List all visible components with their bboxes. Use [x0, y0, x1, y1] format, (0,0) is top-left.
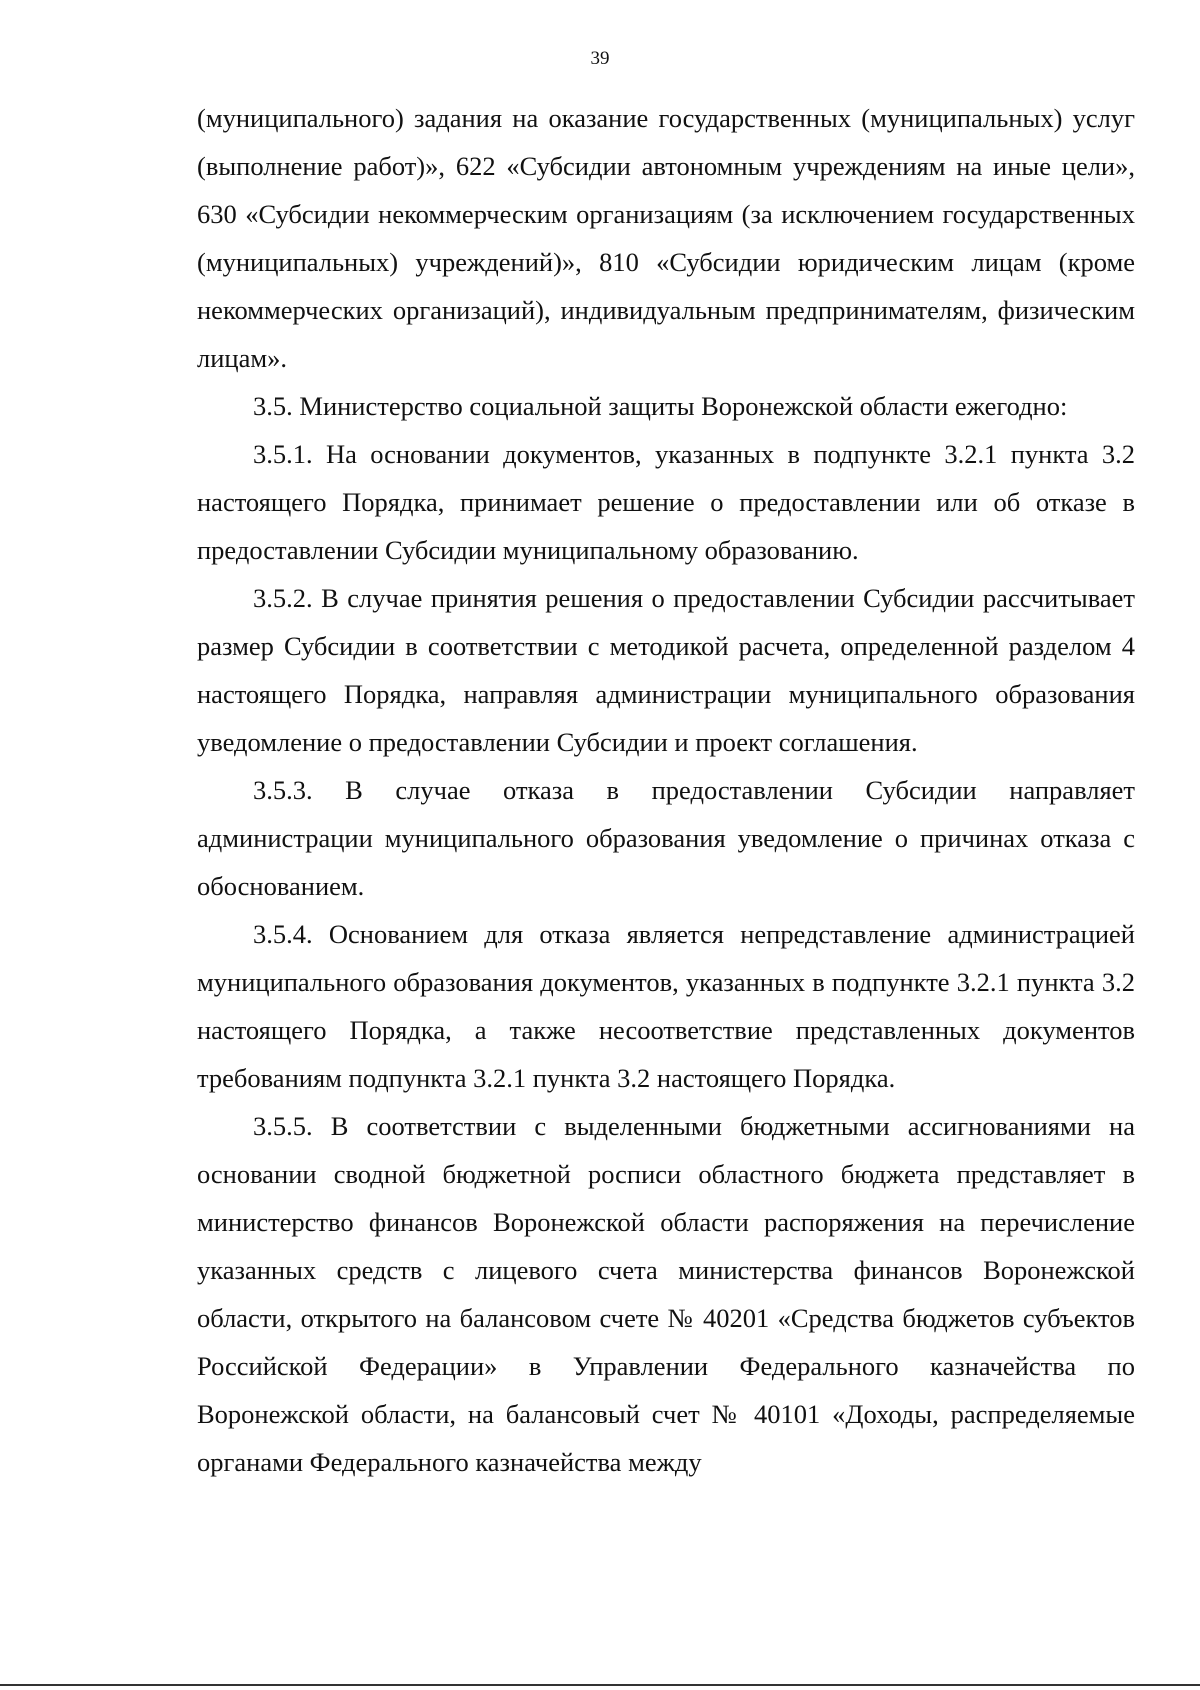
paragraph-3-5-5: 3.5.5. В соответствии с выделенными бюджетными ассигнованиями на основании сводной бюджетной росписи областного бюджета представляет в министерство финансов Воронежской области распоряжения на перечисление указанных средств с лицевого счета министерства финансов Воронежской области, открытого на балансовом счете № 40201 «Средства бюджетов субъектов Российской Федерации» в Управлении Федерального казначейства по Воронежской области, на балансовый счет № 40101 «Доходы, распределяемые органами Федерального казначейства между — [197, 1111, 1135, 1477]
paragraph-3-5-1: 3.5.1. На основании документов, указанных в подпункте 3.2.1 пункта 3.2 настоящего Порядка, принимает решение о предоставлении или об отказе в предоставлении Субсидии муниципальному образованию. — [197, 439, 1135, 565]
paragraph-3-5-4: 3.5.4. Основанием для отказа является непредставление администрацией муниципального образования документов, указанных в подпункте 3.2.1 пункта 3.2 настоящего Порядка, а также несоответствие представленных документов требованиям подпункта 3.2.1 пункта 3.2 настоящего Порядка. — [197, 919, 1135, 1093]
page-number: 39 — [590, 48, 610, 69]
paragraph-3-5-3: 3.5.3. В случае отказа в предоставлении Субсидии направляет администрации муниципального образования уведомление о причинах отказа с обоснованием. — [197, 775, 1135, 901]
paragraph-3-5: 3.5. Министерство социальной защиты Воронежской области ежегодно: — [253, 391, 1068, 421]
paragraph-continuation: (муниципального) задания на оказание государственных (муниципальных) услуг (выполнение работ)», 622 «Субсидии автономным учреждениям на иные цели», 630 «Субсидии некоммерческим организациям (за исключением государственных (муниципальных) учреждений)», 810 «Субсидии юридическим лицам (кроме некоммерческих организаций), индивидуальным предпринимателям, физическим лицам». — [197, 103, 1135, 373]
paragraph-3-5-2: 3.5.2. В случае принятия решения о предоставлении Субсидии рассчитывает размер Субсидии в соответствии с методикой расчета, определенной разделом 4 настоящего Порядка, направляя администрации муниципального образования уведомление о предоставлении Субсидии и проект соглашения. — [197, 583, 1135, 757]
document-body — [197, 94, 1135, 1486]
bottom-rule — [0, 1684, 1200, 1686]
